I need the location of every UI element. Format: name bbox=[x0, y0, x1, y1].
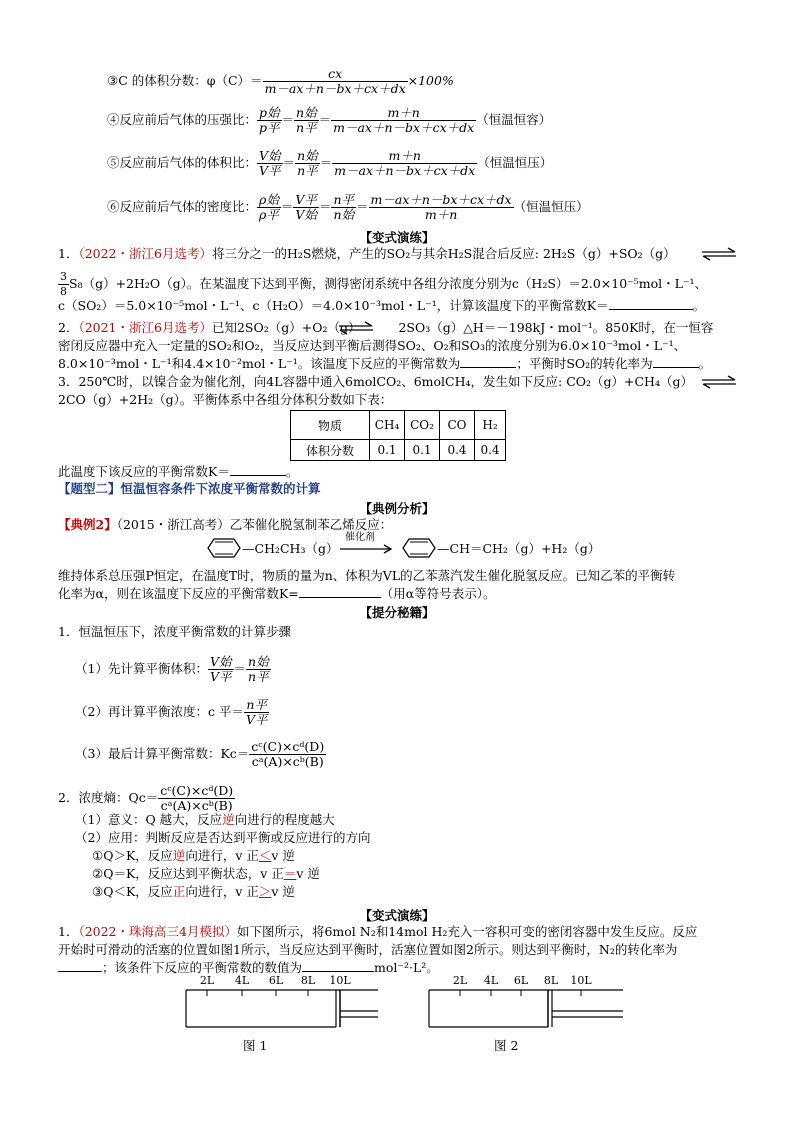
topic-title: 【题型二】恒温恒容条件下浓度平衡常数的计算 bbox=[58, 481, 321, 496]
fraction: $\frac{\text{n始}}{\text{n平}}$ bbox=[248, 654, 269, 684]
section-heading: 【提分秘籍】 bbox=[359, 605, 435, 620]
question-2-line-1: 2．（2021・浙江6月选考）已知2SO₂（g）+O₂（g） 2SO₃（g）△H＝－198kJ・mol⁻¹。850K时，在一恒容 bbox=[58, 320, 714, 335]
tip-1-step-1: （1）先计算平衡体积： $\frac{\text{V始}}{\text{V平}}$ ＝ $\frac{\text{n始}}{\text{n平}}$ bbox=[75, 654, 269, 684]
table-cell: CO₂ bbox=[405, 411, 440, 440]
equilibrium-arrow-icon bbox=[337, 321, 375, 335]
formula-3: ③C 的体积分数：φ（C）＝ $\frac{cx}{m-ax+n-bx+cx+dx}$ ×100% bbox=[107, 66, 454, 96]
example-2-line-2: 维持体系总压强P恒定，在温度T时，物质的量为n、体积为VL的乙苯蒸汽发生催化脱氢反应。已知乙苯的平衡转 bbox=[58, 568, 676, 583]
fraction: $\frac{m+n}{m-ax+n-bx+cx+dx}$ bbox=[334, 148, 476, 178]
piston-figure-2 bbox=[425, 972, 625, 1032]
table-cell: 体积分数 bbox=[291, 440, 370, 461]
section-heading: 【典例分析】 bbox=[359, 501, 435, 516]
tip-2: 2．浓度熵：Qc＝ $\frac{\text{cᶜ(C)×cᵈ(D)}}{\text{cᵃ(A)×cᵇ(B)}}$ bbox=[58, 783, 234, 813]
fraction: $\frac{\text{cᶜ(C)×cᵈ(D)}}{\text{cᵃ(A)×cᵇ(B)}}$ bbox=[160, 783, 234, 813]
volume-fraction-table bbox=[290, 410, 506, 461]
figure-2-caption: 图 2 bbox=[494, 1038, 519, 1053]
example-2-line-3: 化率为α，则在该温度下反应的平衡常数K= （用α等符号表示）。 bbox=[58, 586, 496, 601]
tick-label: 10L bbox=[329, 974, 351, 987]
tick-label: 6L bbox=[513, 974, 529, 987]
tick-label: 8L bbox=[300, 974, 316, 987]
catalyst-label: 催化剂 bbox=[345, 532, 375, 543]
fraction: $\frac{\text{V平}}{\text{V始}}$ bbox=[295, 192, 317, 222]
answer-blank[interactable] bbox=[230, 475, 286, 476]
tick-label: 4L bbox=[234, 974, 250, 987]
table-cell: 0.1 bbox=[370, 440, 405, 461]
tip-1: 1．恒温恒压下，浓度平衡常数的计算步骤 bbox=[58, 624, 291, 639]
question-1-line-1: 1．（2022・浙江6月选考）将三分之一的H₂S燃烧，产生的SO₂与其余H₂S混合后反应: 2H₂S（g）+SO₂（g） bbox=[58, 246, 676, 261]
table-cell: H₂ bbox=[475, 411, 506, 440]
question-s2-line-3: ；该条件下反应的平衡常数的数值为 mol⁻²·L²。 bbox=[58, 960, 439, 976]
reaction-right: —CH＝CH₂（g）+H₂（g） bbox=[437, 541, 601, 556]
table-cell: 0.1 bbox=[405, 440, 440, 461]
equilibrium-arrow-icon bbox=[700, 375, 738, 389]
tip-2-case-3: ③Q＜K，反应正向进行，v 正＞v 逆 bbox=[92, 884, 295, 899]
formula-5: ⑤反应前后气体的体积比： $\frac{\text{V始}}{\text{V平}}$ ＝ $\frac{\text{n始}}{\text{n平}}$ ＝ $\frac{m+n}{m-ax+n-bx+cx+dx}$ （恒温恒压） bbox=[107, 148, 553, 178]
reaction-left: —CH₂CH₃（g） bbox=[242, 541, 339, 556]
fraction: $\frac{\text{ρ始}}{\text{ρ平}}$ bbox=[259, 192, 279, 222]
tip-2-meaning: （1）意义：Q 越大，反应逆向进行的程度越大 bbox=[75, 812, 335, 827]
fraction: $\frac{cx}{m-ax+n-bx+cx+dx}$ bbox=[264, 66, 406, 96]
tip-2-case-2: ②Q＝K，反应达到平衡状态，v 正＝v 逆 bbox=[92, 866, 320, 881]
figure-1-caption: 图 1 bbox=[243, 1038, 268, 1053]
fraction: $\frac{3}{8}$ bbox=[60, 270, 67, 298]
answer-blank[interactable] bbox=[609, 309, 693, 310]
table-cell: CO bbox=[440, 411, 475, 440]
fraction: $\frac{m-ax+n-bx+cx+dx}{m+n}$ bbox=[370, 192, 512, 222]
tick-label: 4L bbox=[483, 974, 499, 987]
tick-label: 8L bbox=[543, 974, 559, 987]
tick-label: 2L bbox=[452, 974, 468, 987]
table-header-row bbox=[291, 411, 506, 440]
benzene-ring-icon bbox=[393, 536, 441, 560]
answer-blank[interactable] bbox=[299, 597, 381, 598]
fraction: $\frac{\text{n平}}{\text{n始}}$ bbox=[333, 192, 354, 222]
fraction: $\frac{\text{n始}}{\text{n平}}$ bbox=[297, 148, 318, 178]
formula-6: ⑥反应前后气体的密度比： $\frac{\text{ρ始}}{\text{ρ平}}$ ＝ $\frac{\text{V平}}{\text{V始}}$ ＝ $\frac{\text{n平}}{\text{n始}}$ ＝ $\frac{m-ax+n-bx+cx+dx}{m+n}$ （恒温恒压） bbox=[107, 192, 589, 222]
answer-blank[interactable] bbox=[653, 367, 699, 368]
table-cell: 0.4 bbox=[440, 440, 475, 461]
question-3-line-2: 2CO（g）+2H₂（g）。平衡体系中各组分体积分数如下表： bbox=[58, 392, 393, 407]
tip-1-step-2: （2）再计算平衡浓度：c 平＝ $\frac{\text{n平}}{\text{V平}}$ bbox=[75, 697, 268, 727]
section-heading: 【变式演练】 bbox=[359, 230, 435, 245]
equilibrium-arrow-icon bbox=[700, 247, 738, 261]
tip-1-step-3: （3）最后计算平衡常数：Kc＝ $\frac{\text{cᶜ(C)×cᵈ(D)}}{\text{cᵃ(A)×cᵇ(B)}}$ bbox=[75, 739, 325, 769]
example-2-line-1: 【典例2】（2015・浙江高考）乙苯催化脱氢制苯乙烯反应： bbox=[58, 517, 393, 532]
fraction: $\frac{\text{n始}}{\text{n平}}$ bbox=[296, 105, 317, 135]
question-s2-line-2: 开始时可滑动的活塞的位置如图1所示，当反应达到平衡时，活塞位置如图2所示。则达到平衡时，N₂的转化率为 bbox=[58, 942, 678, 957]
piston-figure-1 bbox=[180, 972, 380, 1032]
question-s2-line-1: 1．（2022・珠海高三4月模拟）如下图所示，将6mol N₂和14mol H₂充入一容积可变的密闭容器中发生反应。反应 bbox=[58, 924, 698, 939]
tick-label: 2L bbox=[199, 974, 215, 987]
tick-label: 6L bbox=[268, 974, 284, 987]
fraction: $\frac{\text{p始}}{\text{p平}}$ bbox=[259, 105, 280, 135]
question-2-line-3: 8.0×10⁻³mol・L⁻¹和4.4×10⁻²mol・L⁻¹。该温度下反应的平衡常数为 ；平衡时SO₂的转化率为 。 bbox=[58, 356, 712, 371]
question-2-line-2: 密闭反应器中充入一定量的SO₂和O₂，当反应达到平衡后测得SO₂、O₂和SO₃的浓度分别为6.0×10⁻³mol・L⁻¹、 bbox=[58, 338, 687, 353]
table-cell: CH₄ bbox=[370, 411, 405, 440]
formula-4: ④反应前后气体的压强比： $\frac{\text{p始}}{\text{p平}}$ ＝ $\frac{\text{n始}}{\text{n平}}$ ＝ $\frac{m+n}{m-ax+n-bx+cx+dx}$ （恒温恒容） bbox=[107, 105, 552, 135]
question-3-line-3: 此温度下该反应的平衡常数K＝ 。 bbox=[58, 464, 299, 479]
table-cell: 物质 bbox=[291, 411, 370, 440]
benzene-ring-icon bbox=[198, 536, 246, 560]
table-row bbox=[291, 440, 506, 461]
fraction: $\frac{\text{n平}}{\text{V平}}$ bbox=[245, 697, 268, 727]
question-3-line-1: 3．250℃时，以镍合金为催化剂，向4L容器中通入6molCO₂、6molCH₄，发生如下反应: CO₂（g）+CH₄（g） bbox=[58, 374, 693, 389]
reaction-arrow-icon bbox=[338, 544, 394, 554]
fraction: $\frac{\text{cᶜ(C)×cᵈ(D)}}{\text{cᵃ(A)×cᵇ(B)}}$ bbox=[251, 739, 325, 769]
answer-blank[interactable] bbox=[460, 367, 516, 368]
table-cell: 0.4 bbox=[475, 440, 506, 461]
tip-2-case-1: ①Q＞K，反应逆向进行，v 正＜v 逆 bbox=[92, 848, 295, 863]
fraction: $\frac{\text{V始}}{\text{V平}}$ bbox=[209, 654, 232, 684]
fraction: $\frac{m+n}{m-ax+n-bx+cx+dx}$ bbox=[333, 105, 475, 135]
tick-label: 10L bbox=[570, 974, 592, 987]
question-1-line-3: c（SO₂）＝5.0×10⁻⁵mol・L⁻¹、c（H₂O）＝4.0×10⁻³mol・L⁻¹，计算该温度下的平衡常数K＝ 。 bbox=[58, 298, 706, 313]
answer-blank[interactable] bbox=[58, 971, 102, 972]
tip-2-application: （2）应用：判断反应是否达到平衡或反应进行的方向 bbox=[75, 830, 371, 845]
section-heading: 【变式演练】 bbox=[359, 908, 435, 923]
fraction: $\frac{\text{V始}}{\text{V平}}$ bbox=[259, 148, 281, 178]
question-1-line-2: $\frac{3}{8}$ S₈（g）+2H₂O（g）。在某温度下达到平衡，测得密闭系统中各组分浓度分别为c（H₂S）＝2.0×10⁻⁵mol・L⁻¹、 bbox=[60, 270, 708, 298]
